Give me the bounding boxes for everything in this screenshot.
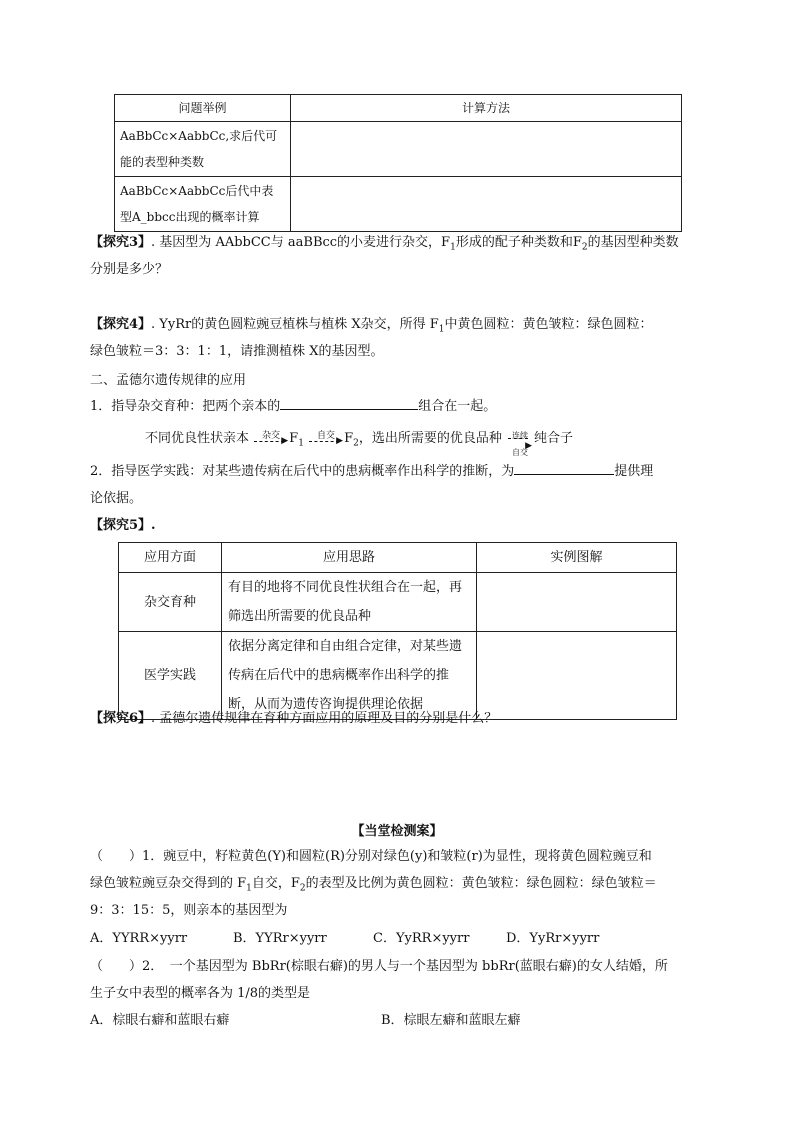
section2-item2 [90, 459, 653, 485]
subscript: 1 [438, 324, 445, 335]
header-cell: 计算方法 [291, 95, 682, 122]
explore3-line1 [90, 230, 679, 261]
arrow-icon: 连续 ▶ 自交 [508, 428, 532, 450]
header-cell: 实例图解 [477, 543, 677, 573]
explore4-text: 中黄色圆粒：黄色皱粒：绿色圆粒： [444, 317, 653, 332]
section-heading: 二、孟德尔遗传规律的应用 [90, 373, 247, 388]
table-header-row [115, 95, 682, 122]
explore3-text: . 基因型为 AAbbCC与 aaBBcc的小麦进行杂交，F [151, 235, 451, 250]
application-table [118, 542, 677, 720]
arrow-label: 自交 [317, 430, 336, 441]
explore4-line2: 绿色皱粒＝3：3：1：1，请推测植株 X的基因型。 [90, 344, 384, 359]
calculation-table [114, 94, 682, 232]
option-b[interactable]: B．棕眼左癖和蓝眼左癖 [381, 1013, 521, 1028]
table-row [115, 122, 682, 177]
explore4-text: . YyRr的黄色圆粒豌豆植株与植株 X杂交，所得 F [151, 317, 439, 332]
q2-line1: （ ）2． 一个基因型为 BbRr(棕眼右癖)的男人与一个基因型为 bbRr(蓝眼右癖)的女人结婚，所 [90, 959, 668, 974]
option-b[interactable]: B．YYRr×yyrr [233, 931, 327, 946]
table-header-row [119, 543, 677, 573]
arrow-icon: 杂交 ▶ [254, 432, 288, 446]
explore3-tag: 【探究3】 [90, 235, 152, 250]
subscript: 2 [353, 438, 359, 449]
subscript: 1 [450, 242, 456, 253]
idea-cell: 依据分离定律和自由组合定律，对某些遗传病在后代中的患病概率作出科学的推断，从而为遗传咨询提供理论依据 [222, 632, 477, 720]
example-cell [477, 632, 677, 720]
item-text: 2．指导医学实践：对某些遗传病在后代中的患病概率作出科学的推断，为 [90, 464, 515, 479]
item-text: 1．指导杂交育种：把两个亲本的 [90, 399, 281, 414]
flow-text: 纯合子 [533, 431, 573, 446]
question-cell: AaBbCc×AabbCc,求后代可能的表型种类数 [115, 122, 291, 177]
section2-item2-cont: 论依据。 [90, 491, 143, 506]
method-cell [291, 177, 682, 232]
subscript: 1 [246, 883, 252, 894]
arrow-label: 自交 [511, 447, 528, 457]
q1-line1: （ ）1．豌豆中，籽粒黄色(Y)和圆粒(R)分别对绿色(y)和皱粒(r)为显性，现将黄色圆粒豌豆和 [90, 849, 652, 864]
explore5-line [90, 513, 156, 539]
option-d[interactable]: D．YyRr×yyrr [506, 931, 600, 946]
explore3-text: 的基因型种类数 [587, 235, 679, 250]
arrow-icon: 自交 ▶ [309, 432, 343, 446]
example-cell [477, 573, 677, 632]
q1-options [90, 926, 599, 952]
explore6-tag: 【探究6】 [90, 711, 152, 726]
question-cell: AaBbCc×AabbCc后代中表型A_bbcc出现的概率计算 [115, 177, 291, 232]
q1-text: 自交，F [251, 876, 300, 891]
arrow-label: 连续 [511, 430, 528, 440]
option-a[interactable]: A．棕眼右癖和蓝眼右癖 [90, 1013, 230, 1028]
q1-line2 [90, 871, 657, 902]
explore3-line2: 分别是多少？ [90, 262, 169, 277]
method-cell [291, 122, 682, 177]
explore5-tag: 【探究5】 [90, 518, 152, 533]
explore5-dot: . [151, 518, 156, 533]
flow-text: ，选出所需要的优良品种 [358, 431, 502, 446]
test-title: 【当堂检测案】 [351, 824, 443, 839]
item-text: 组合在一起。 [418, 399, 497, 414]
explore4-line1 [90, 312, 653, 343]
explore6-text: . 孟德尔遗传规律在育种方面应用的原理及目的分别是什么？ [151, 711, 498, 726]
fill-blank[interactable] [514, 460, 614, 475]
q1-line3: 9：3：15：5，则亲本的基因型为 [90, 903, 288, 918]
subscript: 2 [581, 242, 588, 253]
option-a[interactable]: A．YYRR×yyrr [90, 931, 188, 946]
flow-text: F [344, 431, 354, 446]
item-text: 提供理 [614, 464, 654, 479]
q2-line2: 生子女中表型的概率各为 1/8的类型是 [90, 986, 311, 1001]
option-c[interactable]: C．YyRR×yyrr [373, 931, 470, 946]
flow-text: F [289, 431, 299, 446]
q2-options [90, 1008, 521, 1034]
table-row [119, 573, 677, 632]
header-cell: 应用思路 [222, 543, 477, 573]
header-cell: 应用方面 [119, 543, 222, 573]
aspect-cell: 医学实践 [119, 632, 222, 720]
arrow-label: 杂交 [262, 430, 281, 441]
q1-text: 绿色皱粒豌豆杂交得到的 F [90, 876, 247, 891]
aspect-cell: 杂交育种 [119, 573, 222, 632]
explore6-line [90, 706, 497, 732]
idea-cell: 有目的地将不同优良性状组合在一起，再筛选出所需要的优良品种 [222, 573, 477, 632]
subscript: 2 [299, 883, 306, 894]
q1-text: 的表型及比例为黄色圆粒：黄色皱粒：绿色圆粒：绿色皱粒＝ [305, 876, 657, 891]
section2-item1 [90, 394, 496, 420]
fill-blank[interactable] [280, 395, 418, 410]
header-cell: 问题举例 [115, 95, 291, 122]
subscript: 1 [298, 438, 304, 449]
explore4-tag: 【探究4】 [90, 317, 152, 332]
explore3-text: 形成的配子种类数和F [455, 235, 582, 250]
breeding-flow [145, 426, 573, 457]
table-row [115, 177, 682, 232]
flow-text: 不同优良性状亲本 [145, 431, 250, 446]
